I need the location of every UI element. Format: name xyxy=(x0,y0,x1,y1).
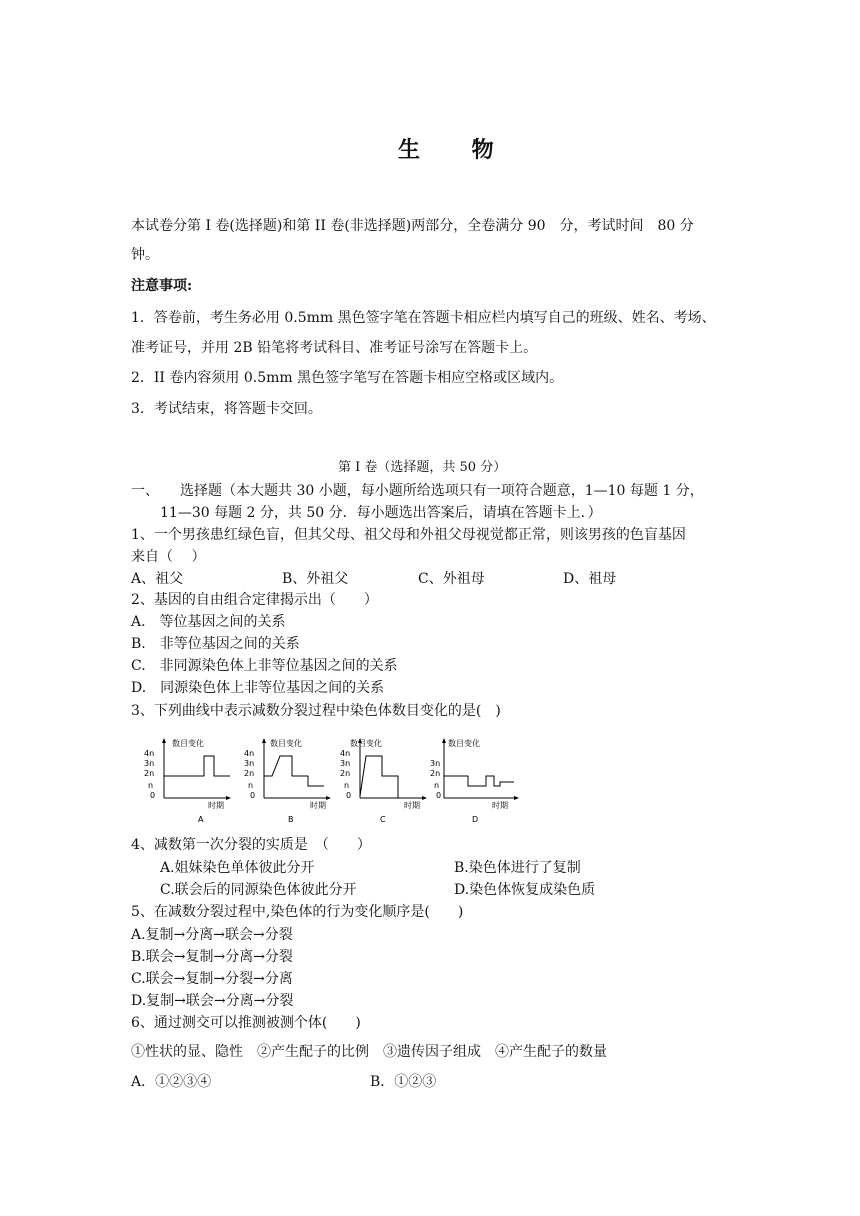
note-2: 2．II 卷内容须用 0.5mm 黑色签字笔写在答题卡相应空格或区域内。 xyxy=(131,370,564,386)
chart-c xyxy=(340,738,427,824)
q4-option-c: C.联会后的同源染色体彼此分开 xyxy=(160,882,357,898)
chart-a-x-title: 时期 xyxy=(208,801,224,810)
question-6: 6、通过测交可以推测被测个体( ) xyxy=(131,1015,361,1031)
chart-a-tick-3n: 3n xyxy=(144,759,155,768)
q5-option-b: B.联会→复制→分离→分裂 xyxy=(131,949,293,965)
chart-c-label: C xyxy=(380,815,386,824)
chart-d-tick-3n: 3n xyxy=(430,759,441,768)
chart-d-label: D xyxy=(472,815,479,824)
chart-c-tick-n: n xyxy=(344,781,350,790)
section-title: 第 I 卷（选择题，共 50 分） xyxy=(338,460,507,475)
chart-b-y-title: 数目变化 xyxy=(270,739,302,748)
chart-c-tick-3n: 3n xyxy=(340,759,351,768)
chart-b-tick-3n: 3n xyxy=(244,759,255,768)
chromosome-charts-svg xyxy=(140,738,540,830)
chart-a-tick-0: 0 xyxy=(150,791,156,800)
question-3: 3、下列曲线中表示减数分裂过程中染色体数目变化的是( ) xyxy=(131,703,501,719)
note-1-cont: 准考证号，并用 2B 铅笔将考试科目、准考证号涂写在答题卡上。 xyxy=(131,340,538,356)
q2-option-d: D. 同源染色体上非等位基因之间的关系 xyxy=(131,680,385,696)
q1-option-b: B、外祖父 xyxy=(282,571,349,587)
notes-heading: 注意事项: xyxy=(131,278,193,294)
q5-option-d: D.复制→联会→分离→分裂 xyxy=(131,993,294,1009)
q2-option-a: A. 等位基因之间的关系 xyxy=(131,614,286,630)
question-5: 5、在减数分裂过程中,染色体的行为变化顺序是( ) xyxy=(131,904,464,920)
chart-b-tick-0: 0 xyxy=(250,791,256,800)
question-2: 2、基因的自由组合定律揭示出（ ） xyxy=(131,592,378,608)
chart-a xyxy=(144,738,231,824)
intro-text: 本试卷分第 I 卷(选择题)和第 II 卷(非选择题)两部分，全卷满分 90 分，考试时间 80 分 xyxy=(131,218,694,234)
chart-b-label: B xyxy=(288,815,294,824)
q1-option-a: A、祖父 xyxy=(131,571,184,587)
q2-option-c: C. 非同源染色体上非等位基因之间的关系 xyxy=(131,658,398,674)
question-4: 4、减数第一次分裂的实质是 （ ） xyxy=(131,837,371,853)
q4-option-b: B.染色体进行了复制 xyxy=(454,860,581,876)
chart-b-tick-n: n xyxy=(248,781,254,790)
page-title: 生 物 xyxy=(398,137,516,163)
chart-a-curve xyxy=(164,756,230,776)
chart-c-tick-2n: 2n xyxy=(340,769,351,778)
note-1: 1．答卷前，考生务必用 0.5mm 黑色签字笔在答题卡相应栏内填写自己的班级、姓名、考场、 xyxy=(131,310,716,326)
section-description: 一、 选择题（本大题共 30 小题，每小题所给选项只有一项符合题意，1—10 每题 1 分， xyxy=(131,483,704,499)
chart-a-label: A xyxy=(198,815,204,824)
chart-c-y-title: 数目变化 xyxy=(350,739,382,748)
chart-d xyxy=(430,738,519,824)
chart-c-tick-0: 0 xyxy=(346,791,352,800)
chart-d-tick-2n: 2n xyxy=(430,769,441,778)
chart-d-x-title: 时期 xyxy=(492,801,508,810)
chart-d-tick-0: 0 xyxy=(436,791,442,800)
chromosome-charts xyxy=(140,738,540,830)
chart-b-x-title: 时期 xyxy=(310,801,326,810)
chart-b-tick-2n: 2n xyxy=(244,769,255,778)
q5-option-c: C.联会→复制→分裂→分离 xyxy=(131,971,293,987)
q6-items: ①性状的显、隐性 ②产生配子的比例 ③遗传因子组成 ④产生配子的数量 xyxy=(131,1044,607,1060)
chart-b xyxy=(244,738,331,824)
chart-a-tick-2n: 2n xyxy=(144,769,155,778)
q1-option-c: C、外祖母 xyxy=(418,571,485,587)
q1-option-d: D、祖母 xyxy=(563,571,617,587)
chart-d-curve xyxy=(444,776,514,786)
chart-b-tick-4n: 4n xyxy=(244,749,255,758)
chart-c-tick-4n: 4n xyxy=(340,749,351,758)
chart-b-curve xyxy=(264,756,324,786)
section-description-cont: 11—30 每题 2 分，共 50 分．每小题选出答案后，请填在答题卡上．） xyxy=(160,505,602,521)
q6-option-b: B．①②③ xyxy=(370,1074,437,1090)
chart-c-x-title: 时期 xyxy=(404,801,420,810)
chart-a-tick-4n: 4n xyxy=(144,749,155,758)
question-1: 1、一个男孩患红绿色盲，但其父母、祖父母和外祖父母视觉都正常，则该男孩的色盲基因 xyxy=(131,527,686,543)
note-3: 3．考试结束，将答题卡交回。 xyxy=(131,401,322,417)
chart-c-curve xyxy=(360,756,398,798)
q5-option-a: A.复制→分离→联会→分裂 xyxy=(131,927,293,943)
q6-option-a: A．①②③④ xyxy=(131,1074,212,1090)
chart-d-tick-n: n xyxy=(434,781,440,790)
q2-option-b: B. 非等位基因之间的关系 xyxy=(131,636,300,652)
intro-text-cont: 钟。 xyxy=(131,247,159,263)
q4-option-d: D.染色体恢复成染色质 xyxy=(454,882,596,898)
question-1-cont: 来自（ ） xyxy=(131,549,206,565)
chart-d-y-title: 数目变化 xyxy=(448,739,480,748)
chart-a-tick-n: n xyxy=(148,781,154,790)
chart-a-y-title: 数目变化 xyxy=(172,739,204,748)
q4-option-a: A.姐妹染色单体彼此分开 xyxy=(160,860,315,876)
